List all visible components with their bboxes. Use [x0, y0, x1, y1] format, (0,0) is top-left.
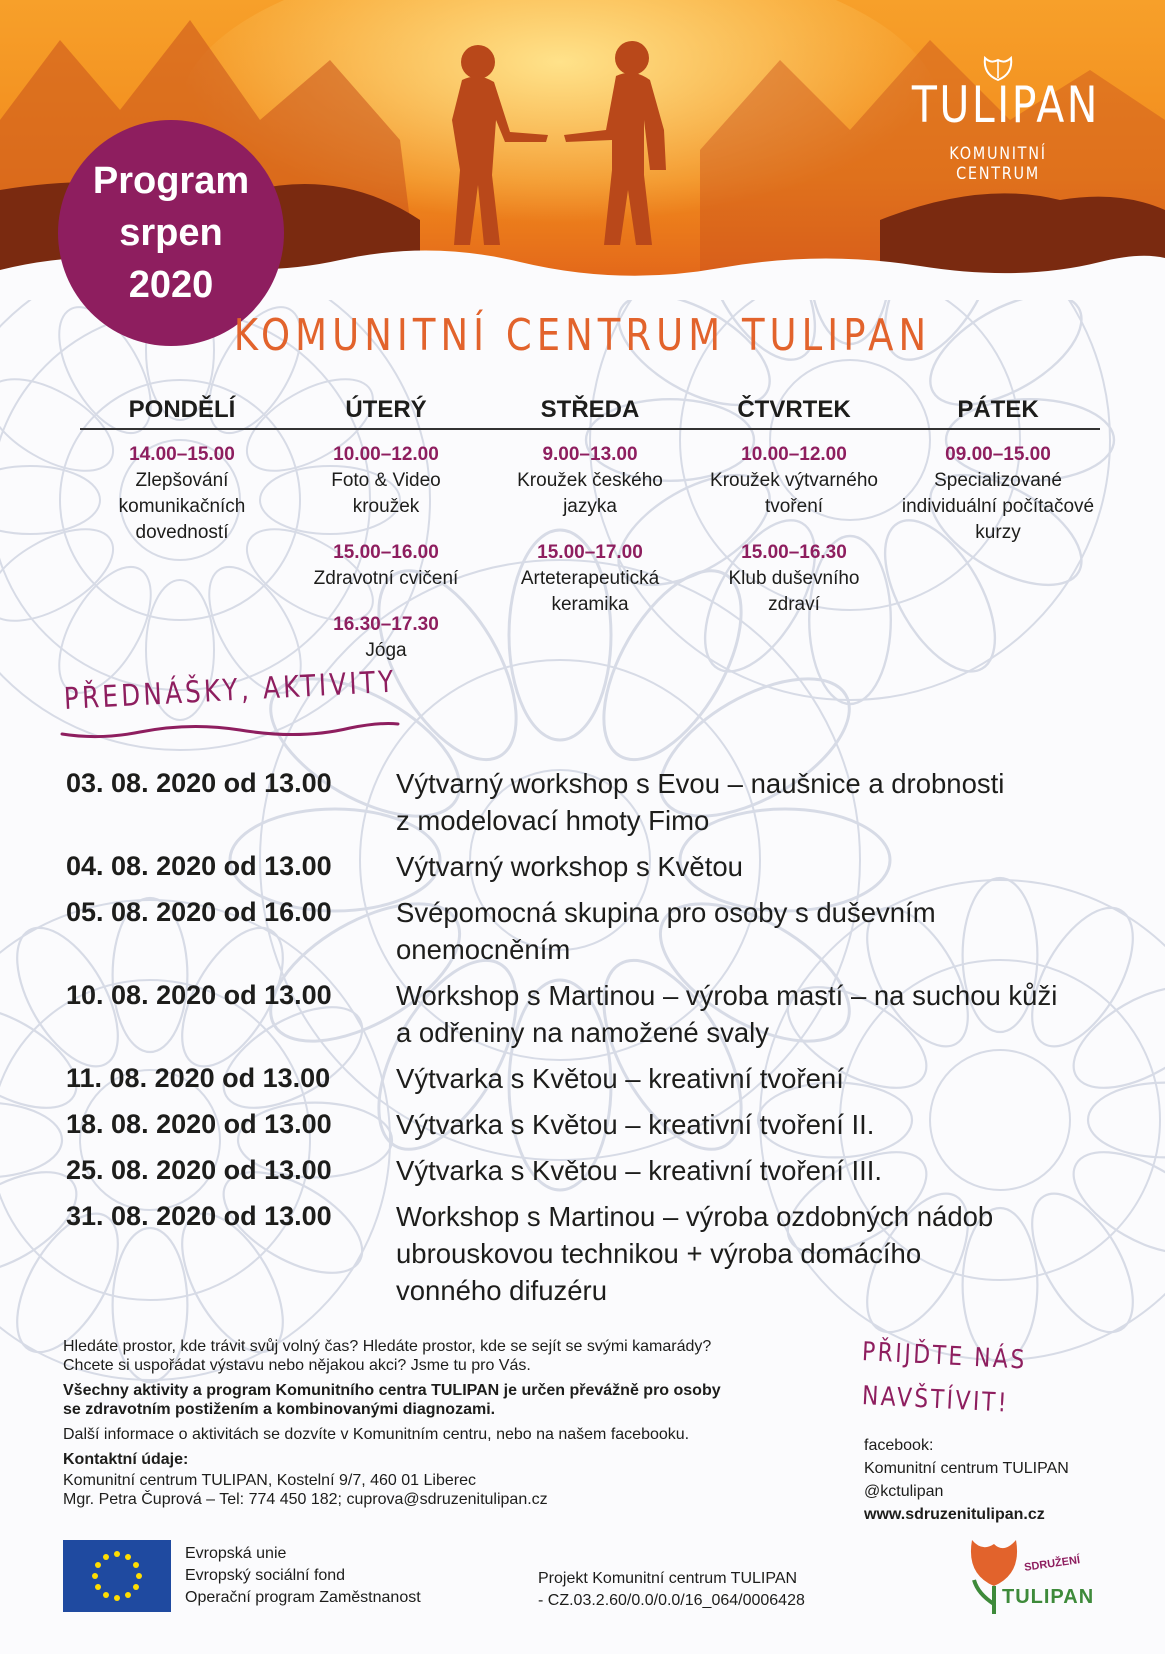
info-text: [63, 1337, 843, 1509]
project-line-2: - CZ.03.2.60/0.0/0.0/16_064/0006428: [538, 1592, 805, 1609]
event-title: [396, 848, 1126, 885]
slot-name: individuální počítačové: [901, 496, 1095, 517]
slot-name: tvoření: [764, 496, 824, 517]
project-info: [538, 1568, 805, 1612]
schedule-slot: [692, 540, 896, 618]
contact-heading: Kontaktní údaje:: [63, 1451, 189, 1468]
schedule-slot: [80, 442, 284, 546]
events-list: [66, 765, 1126, 1318]
event-title-line: Výtvarka s Květou – kreativní tvoření II.: [396, 1109, 875, 1140]
event-date: 18. 08. 2020 od 13.00: [66, 1109, 332, 1139]
event-title: [396, 977, 1126, 1051]
event-title-line: vonného difuzéru: [396, 1275, 607, 1306]
sdruzeni-tulipan-logo: [964, 1530, 1095, 1616]
info-paragraph-1: [63, 1337, 843, 1375]
slot-name: Kroužek českého: [517, 470, 663, 491]
slot-name: komunikačních: [118, 496, 246, 517]
day-header-wednesday: STŘEDA: [540, 396, 640, 423]
facebook-label: facebook:: [864, 1437, 934, 1454]
badge-line-1: Program: [92, 160, 250, 202]
slot-name: Foto & Video: [331, 470, 441, 491]
event-title-line: Výtvarka s Květou – kreativní tvoření III.: [396, 1155, 883, 1186]
event-row: [66, 1152, 1126, 1189]
event-row: [66, 894, 1126, 968]
slot-name: kroužek: [352, 496, 420, 517]
weekly-schedule: [80, 396, 1100, 684]
event-row: [66, 1198, 1126, 1309]
slot-time: 9.00–13.00: [542, 444, 638, 465]
info-line: Chcete si uspořádat výstavu nebo nějakou akci? Jsme tu pro Vás.: [63, 1357, 531, 1374]
slot-name: Zdravotní cvičení: [313, 568, 459, 589]
org-name-bottom: TULIPAN: [1002, 1586, 1095, 1608]
schedule-slot: [284, 612, 488, 664]
slot-time: 15.00–16.30: [741, 542, 847, 563]
event-date: 05. 08. 2020 od 16.00: [66, 897, 332, 927]
event-date: 10. 08. 2020 od 13.00: [66, 980, 332, 1010]
info-line: Všechny aktivity a program Komunitního centra TULIPAN je určen převážně pro osoby: [63, 1382, 721, 1399]
event-title: [396, 1060, 1126, 1097]
day-header-thursday: ČTVRTEK: [737, 396, 851, 423]
slot-name: dovedností: [135, 522, 229, 543]
day-header-monday: PONDĚLÍ: [128, 396, 236, 423]
event-row: [66, 765, 1126, 839]
event-title-line: Svépomocná skupina pro osoby s duševním: [396, 897, 936, 928]
website-link[interactable]: www.sdruzenitulipan.cz: [864, 1506, 1045, 1523]
tulipan-logo: [893, 54, 1103, 184]
info-paragraph-2: [63, 1381, 843, 1419]
schedule-slot: [488, 540, 692, 618]
logo-subtitle: KOMUNITNÍ CENTRUM: [949, 144, 1047, 184]
slot-time: 16.30–17.30: [333, 614, 439, 635]
slot-name: jazyka: [563, 496, 617, 517]
event-row: [66, 1106, 1126, 1143]
badge-line-3: 2020: [128, 264, 214, 306]
event-title-line: onemocněním: [396, 934, 571, 965]
schedule-slot: [488, 442, 692, 520]
event-date: 04. 08. 2020 od 13.00: [66, 851, 332, 881]
slot-name: kurzy: [975, 522, 1021, 543]
slot-name: Specializované: [934, 470, 1062, 491]
slot-name: Klub duševního: [728, 568, 860, 589]
project-line-1: Projekt Komunitní centrum TULIPAN: [538, 1570, 798, 1587]
event-title-line: Výtvarný workshop s Evou – naušnice a drobnosti: [396, 768, 1005, 799]
event-title: [396, 1198, 1126, 1309]
event-row: [66, 848, 1126, 885]
slot-name: Jóga: [365, 640, 407, 661]
contact-address: Komunitní centrum TULIPAN, Kostelní 9/7, 460 01 Liberec: [63, 1472, 476, 1489]
facebook-page-link[interactable]: Komunitní centrum TULIPAN: [864, 1460, 1069, 1477]
event-date: 25. 08. 2020 od 13.00: [66, 1155, 332, 1185]
event-title: [396, 894, 1126, 968]
facebook-handle-link[interactable]: @kctulipan: [864, 1483, 944, 1500]
slot-time: 10.00–12.00: [333, 444, 439, 465]
day-column-monday: [80, 430, 284, 684]
schedule-slot: [284, 442, 488, 520]
visit-line-1: PŘIJĎTE NÁS: [861, 1337, 1028, 1376]
info-paragraph-3: Další informace o aktivitách se dozvíte v Komunitním centru, nebo na našem facebooku.: [63, 1426, 690, 1443]
slot-name: Kroužek výtvarného: [710, 470, 878, 491]
page-title: KOMUNITNÍ CENTRUM TULIPAN: [233, 310, 932, 361]
org-name-top: SDRUŽENÍ: [1023, 1554, 1081, 1574]
day-column-tuesday: [284, 430, 488, 684]
day-column-wednesday: [488, 430, 692, 684]
events-title-text: PŘEDNÁŠKY, AKTIVITY: [63, 664, 398, 717]
slot-time: 15.00–16.00: [333, 542, 439, 563]
events-section-title: [63, 664, 470, 717]
wavy-underline: [60, 718, 400, 742]
eu-flag-icon: [63, 1540, 171, 1612]
day-column-friday: [896, 430, 1100, 684]
slot-name: Zlepšování: [135, 470, 229, 491]
event-title-line: Výtvarný workshop s Květou: [396, 851, 743, 882]
event-title-line: Workshop s Martinou – výroba mastí – na suchou kůži: [396, 980, 1058, 1011]
schedule-slot: [692, 442, 896, 520]
event-title: [396, 1106, 1126, 1143]
visit-us-callout: [862, 1330, 1082, 1418]
schedule-slot: [284, 540, 488, 592]
event-title-line: z modelovací hmoty Fimo: [396, 805, 710, 836]
slot-name: zdraví: [768, 594, 820, 615]
eu-line-1: Evropská unie: [185, 1545, 287, 1562]
day-header-friday: PÁTEK: [957, 396, 1039, 423]
schedule-header: [80, 396, 1100, 430]
event-title-line: a odřeniny na namožené svaly: [396, 1017, 770, 1048]
slot-time: 10.00–12.00: [741, 444, 847, 465]
slot-name: keramika: [551, 594, 629, 615]
event-date: 31. 08. 2020 od 13.00: [66, 1201, 332, 1231]
social-links: [864, 1434, 1124, 1526]
slot-time: 14.00–15.00: [129, 444, 235, 465]
slot-name: Arteterapeutická: [520, 568, 660, 589]
day-column-thursday: [692, 430, 896, 684]
eu-funding-block: [63, 1540, 421, 1612]
badge-line-2: srpen: [119, 212, 223, 254]
event-date: 03. 08. 2020 od 13.00: [66, 768, 332, 798]
info-line: se zdravotním postižením a kombinovanými diagnozami.: [63, 1401, 496, 1418]
eu-line-2: Evropský sociální fond: [185, 1567, 346, 1584]
logo-name: TULIPAN: [911, 76, 1100, 134]
event-title-line: Workshop s Martinou – výroba ozdobných nádob: [396, 1201, 994, 1232]
visit-line-2: NAVŠTÍVIT!: [861, 1381, 1010, 1419]
schedule-slot: [896, 442, 1100, 546]
event-date: 11. 08. 2020 od 13.00: [66, 1063, 331, 1093]
contact-person: Mgr. Petra Čuprová – Tel: 774 450 182; cuprova@sdruzenitulipan.cz: [63, 1491, 548, 1508]
event-row: [66, 977, 1126, 1051]
event-title: [396, 765, 1126, 839]
day-header-tuesday: ÚTERÝ: [345, 396, 427, 423]
event-title-line: Výtvarka s Květou – kreativní tvoření: [396, 1063, 844, 1094]
info-line: Hledáte prostor, kde trávit svůj volný čas? Hledáte prostor, kde se sejít se svými kamarády?: [63, 1338, 712, 1355]
slot-time: 09.00–15.00: [945, 444, 1051, 465]
event-title: [396, 1152, 1126, 1189]
eu-line-3: Operační program Zaměstnanost: [185, 1589, 421, 1606]
event-row: [66, 1060, 1126, 1097]
slot-time: 15.00–17.00: [537, 542, 643, 563]
event-title-line: ubrouskovou technikou + výroba domácího: [396, 1238, 922, 1269]
